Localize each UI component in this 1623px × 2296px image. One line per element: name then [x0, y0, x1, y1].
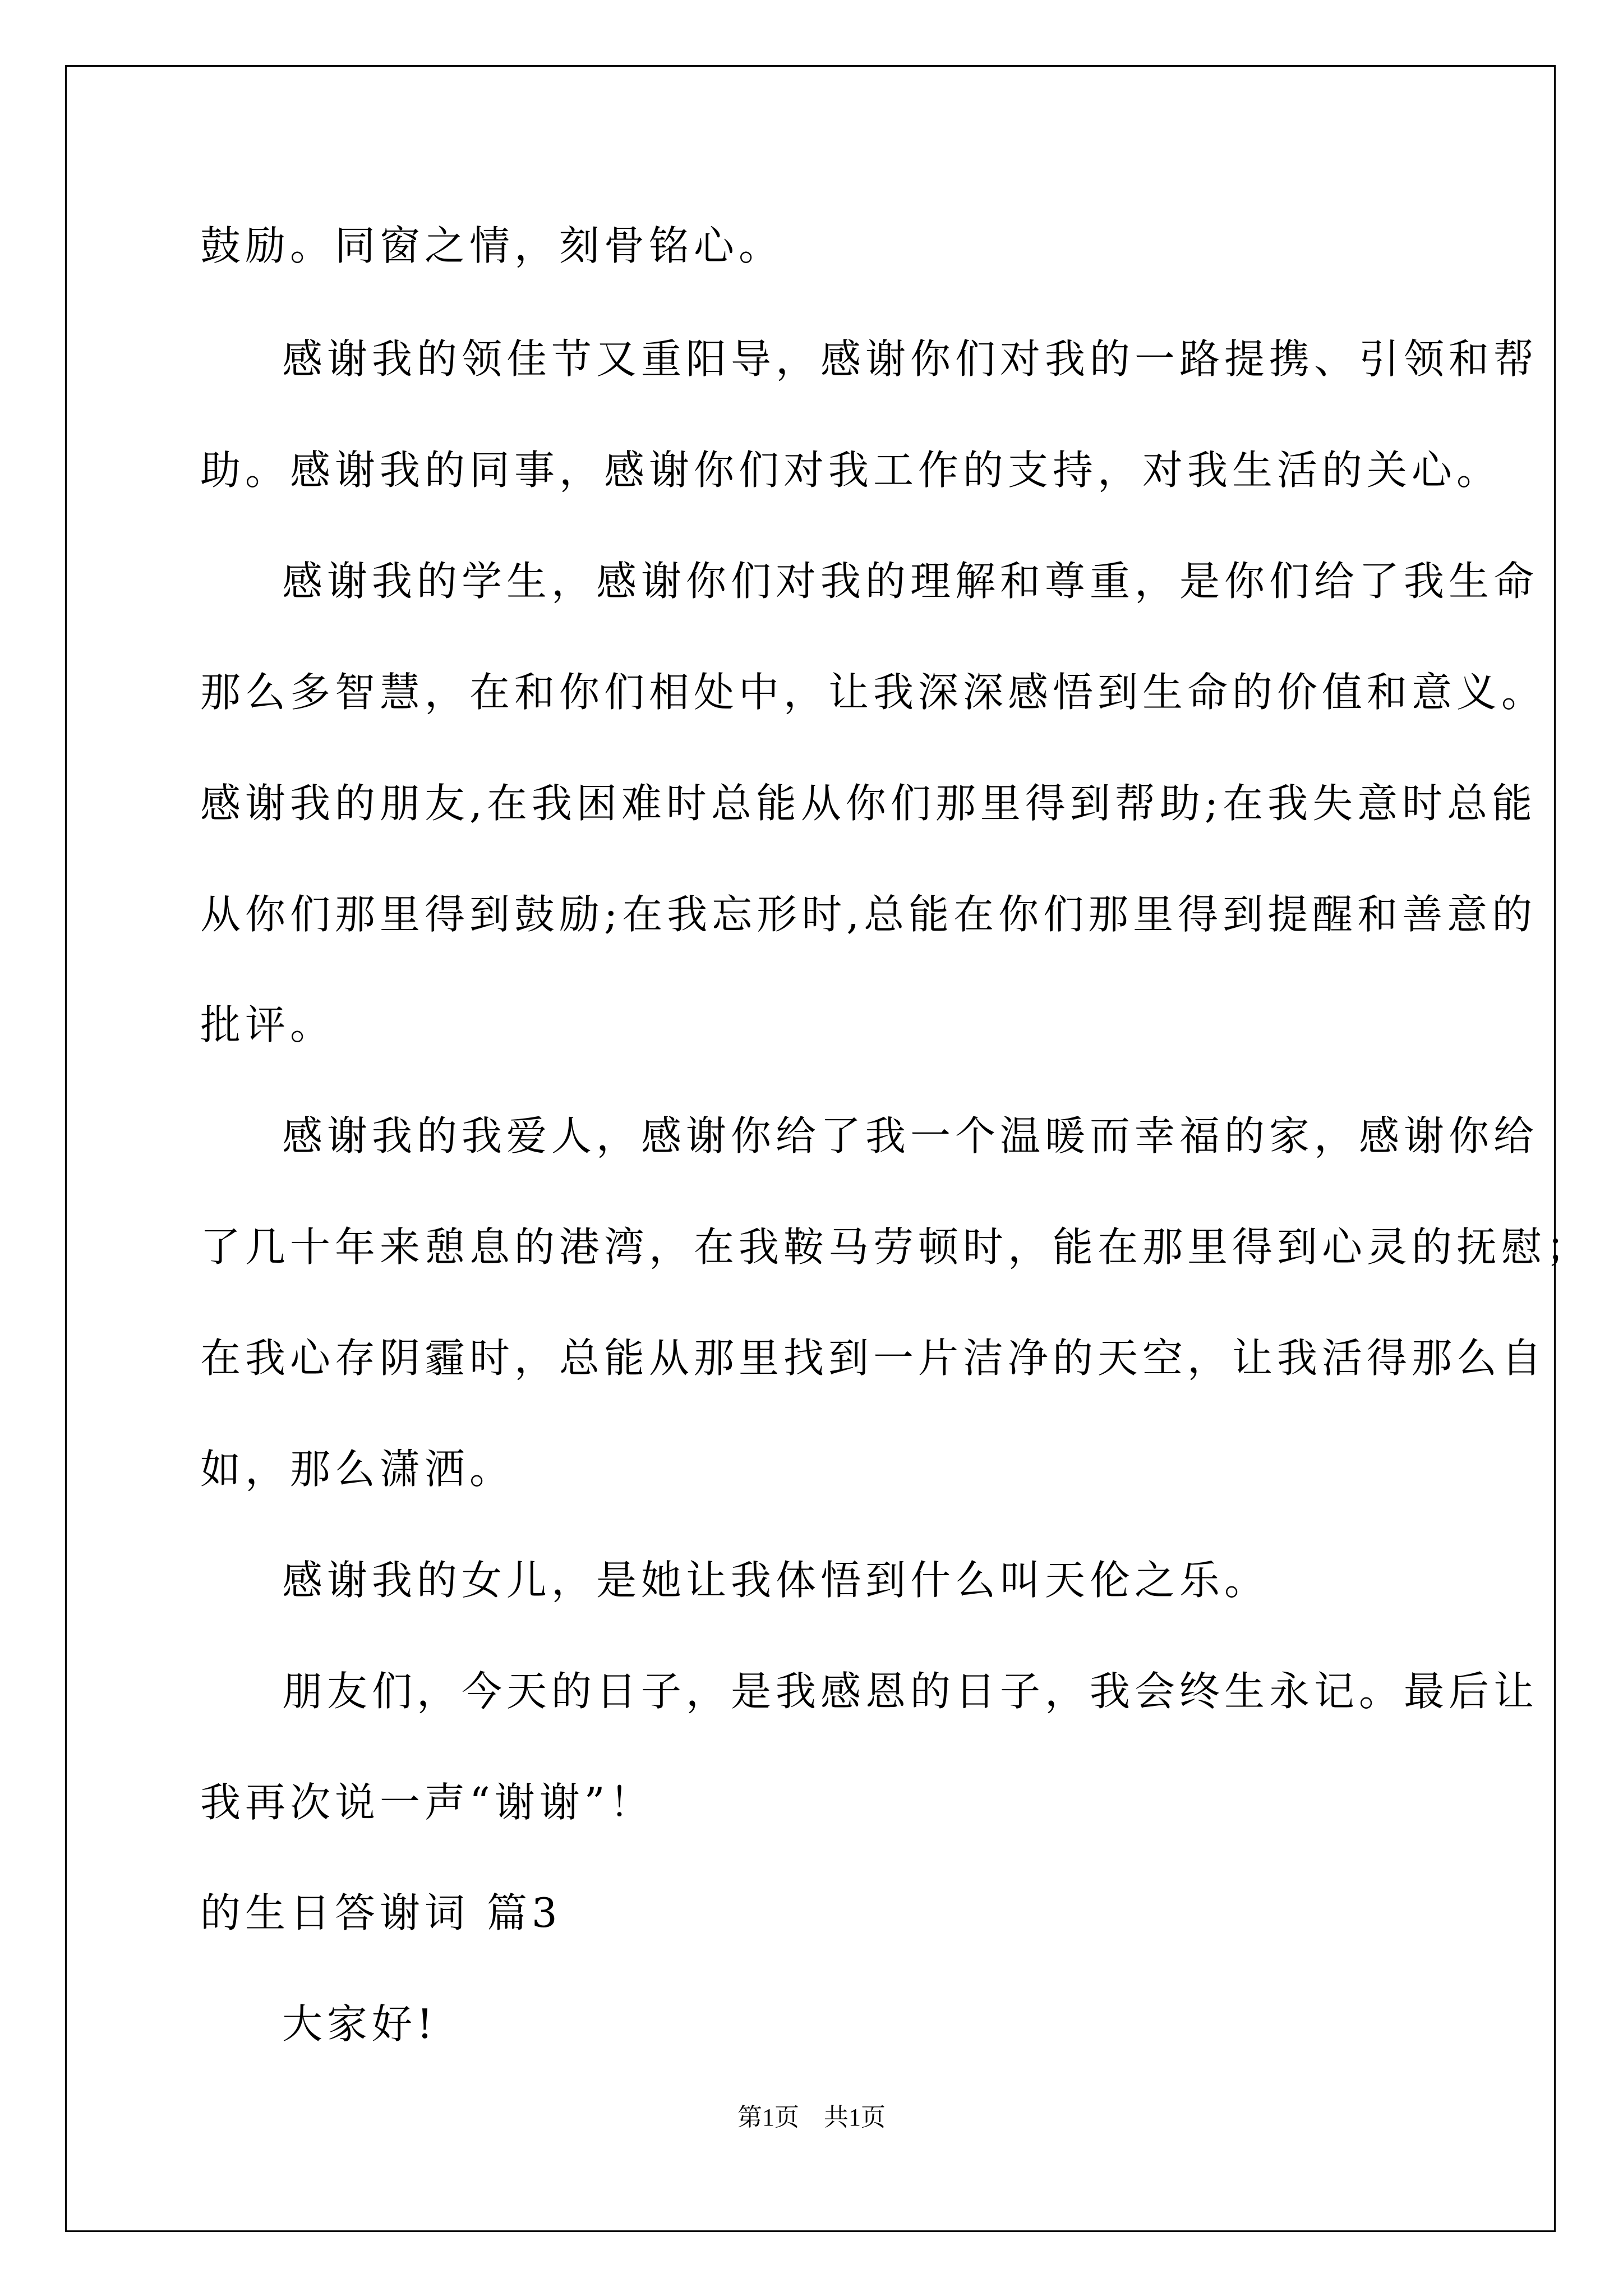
section-heading: 的生日答谢词 篇3 — [200, 1889, 562, 1936]
text-line: 助。感谢我的同事，感谢你们对我工作的支持，对我生活的关心。 — [200, 447, 1502, 494]
text-line: 鼓励。同窗之情，刻骨铭心。 — [200, 222, 784, 269]
text-line: 我再次说一声“谢谢”！ — [200, 1779, 654, 1826]
text-line: 大家好! — [282, 2000, 437, 2047]
text-line: 感谢我的女儿，是她让我体悟到什么叫天伦之乐。 — [282, 1557, 1270, 1604]
text-line: 那么多智慧，在和你们相处中，让我深深感悟到生命的价值和意义。 — [200, 669, 1547, 716]
text-line: 朋友们，今天的日子，是我感恩的日子，我会终生永记。最后让 — [282, 1668, 1539, 1715]
text-line: 感谢我的学生，感谢你们对我的理解和尊重，是你们给了我生命 — [282, 558, 1539, 605]
text-line: 从你们那里得到鼓励;在我忘形时,总能在你们那里得到提醒和善意的 — [200, 891, 1537, 938]
text-line: 在我心存阴霾时，总能从那里找到一片洁净的天空，让我活得那么自 — [200, 1335, 1547, 1382]
text-line: 感谢我的朋友,在我困难时总能从你们那里得到帮助;在我失意时总能 — [200, 780, 1537, 827]
text-line: 如，那么潇洒。 — [200, 1446, 515, 1493]
text-line: 批评。 — [200, 1001, 335, 1048]
text-line: 感谢我的领佳节又重阳导，感谢你们对我的一路提携、引领和帮 — [282, 335, 1539, 383]
page-footer: 第1页 共1页 — [737, 2104, 886, 2131]
text-line: 感谢我的我爱人，感谢你给了我一个温暖而幸福的家，感谢你给 — [282, 1112, 1539, 1159]
text-line: 了几十年来憩息的港湾，在我鞍马劳顿时，能在那里得到心灵的抚慰； — [200, 1223, 1592, 1271]
